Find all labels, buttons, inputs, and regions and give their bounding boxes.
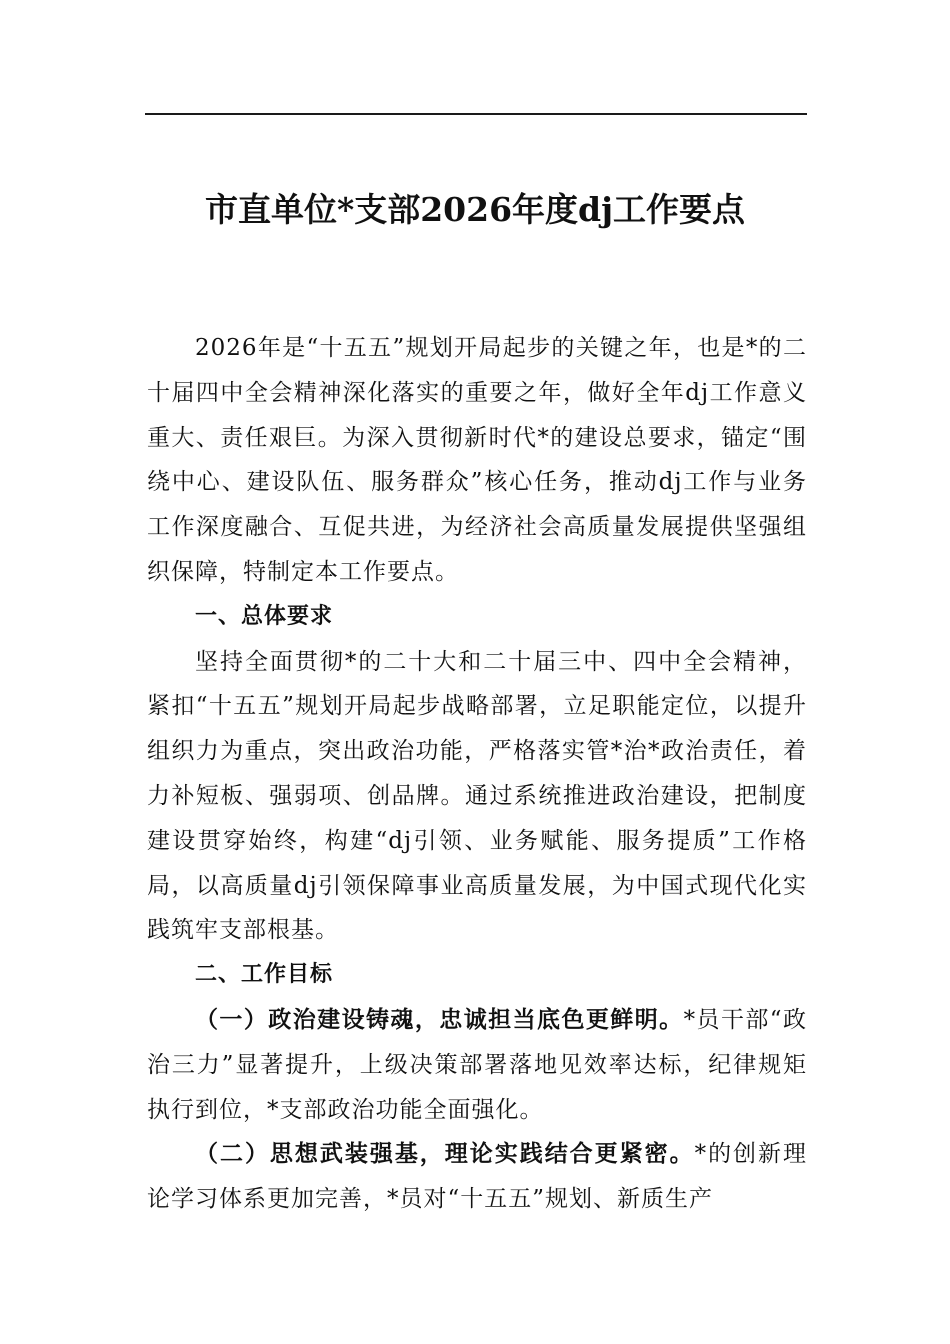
goal-item-2: [147, 1132, 807, 1222]
section-heading-overall-requirements: 一、总体要求: [195, 603, 334, 629]
goal-item-2-lead: （二）思想武装强基，理论实践结合更紧密。: [195, 1140, 695, 1168]
overall-requirements-paragraph: 坚持全面贯彻*的二十大和二十届三中、四中全会精神，紧扣“十五五”规划开局起步战略部署，立足职能定位，以提升组织力为重点，突出政治功能，严格落实管*治*政治责任，着力补短板、强弱项、创品牌。通过系统推进政治建设，把制度建设贯穿始终，构建“dj引领、业务赋能、服务提质”工作格局，以高质量dj引领保障事业高质量发展，为中国式现代化实践筑牢支部根基。: [147, 648, 807, 944]
header-rule: [145, 113, 807, 115]
goal-item-1-text: *员干部“政治三力”显著提升，上级决策部署落地见效率达标，纪律规矩执行到位，*支部政治功能全面强化。: [147, 1006, 807, 1123]
document-body: [147, 326, 807, 1222]
document-title: 市直单位*支部2026年度dj工作要点: [204, 190, 746, 229]
intro-paragraph: 2026年是“十五五”规划开局起步的关键之年，也是*的二十届四中全会精神深化落实的重要之年，做好全年dj工作意义重大、责任艰巨。为深入贯彻新时代*的建设总要求，锚定“围绕中心、建设队伍、服务群众”核心任务，推动dj工作与业务工作深度融合、互促共进，为经济社会高质量发展提供坚强组织保障，特制定本工作要点。: [147, 335, 807, 585]
goal-item-1: [147, 998, 807, 1132]
goal-item-2-text: *的创新理论学习体系更加完善，*员对“十五五”规划、新质生产: [147, 1141, 808, 1213]
goal-item-1-lead: （一）政治建设铸魂，忠诚担当底色更鲜明。: [195, 1005, 684, 1033]
section-heading-work-goals: 二、工作目标: [195, 962, 334, 988]
